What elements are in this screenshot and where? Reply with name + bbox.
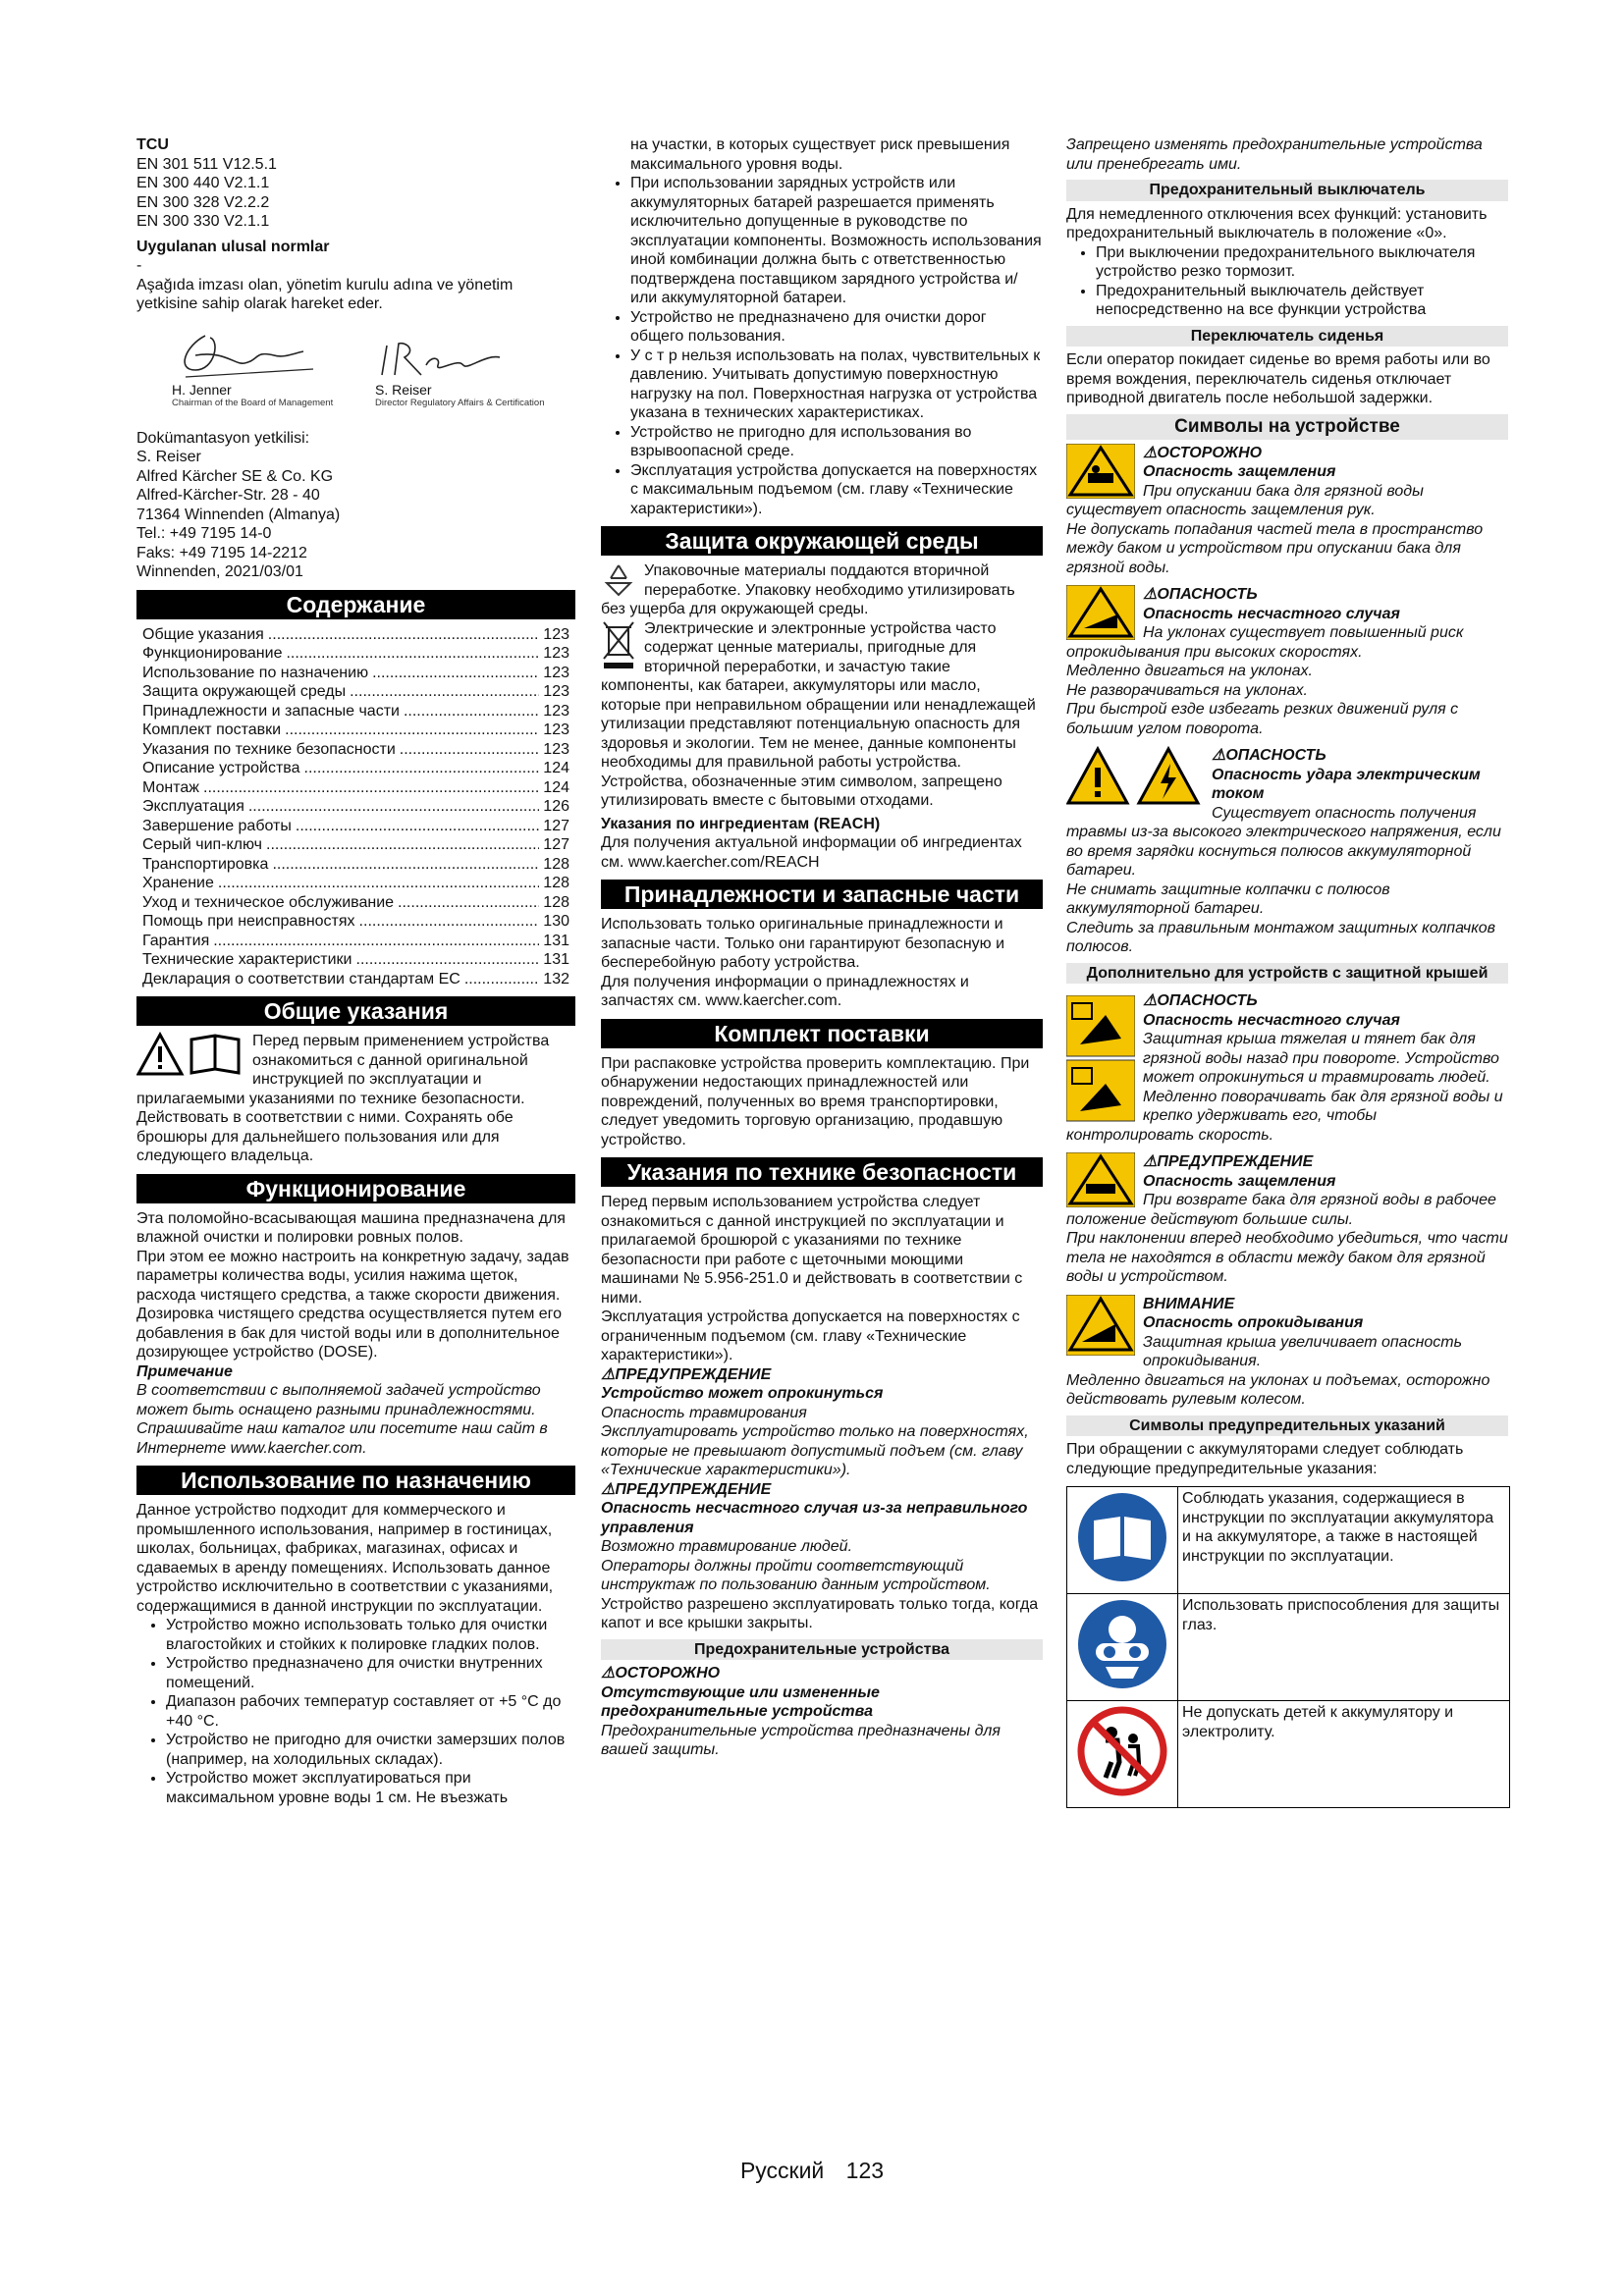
warning-symbols-text: При обращении с аккумуляторами следует соблюдать следующие предупредительные указания: <box>1066 1441 1464 1477</box>
symbol-6-more: Медленно двигаться на уклонах и подъемах, осторожно действовать рулевым колесом. <box>1066 1371 1490 1408</box>
national-norms-title: Uygulanan ulusal normlar <box>136 238 330 255</box>
list-item: • У с т р нельзя использовать на полах, чувствительных к давлению. Учитывать допустимую поверхностную нагрузку на пол. Поверхностная нагрузка от устройства указана в технических характеристиках. <box>630 347 1043 423</box>
toc-entry-title: Эксплуатация <box>142 798 244 815</box>
env-p2: Электрические и электронные устройства часто содержат ценные материалы, пригодные для вторичной переработки, и зачастую такие компоненты, как батареи, аккумуляторы или масло, которые при неправильном обращении или ненадлежащей утилизации представляют потенциальную опасность для здоровья и экологии. Тем не менее, данные компоненты необходимы для правильной работы устройства. Устройства, обозначенные этим символом, запрещено утилизировать вместе с бытовыми отходами. <box>601 619 1036 809</box>
toc-entry[interactable] <box>136 835 575 855</box>
symbol-5-text: При возврате бака для грязной воды в рабочее положение действуют большие силы. <box>1066 1192 1496 1228</box>
warning-1-text: Опасность травмирования Эксплуатировать устройство только на поверхностях, которые не превышают допустимый подъем (см. главу «Технические характеристики»). <box>601 1404 1029 1478</box>
toc-entry-page: 123 <box>543 664 569 681</box>
manual-icon <box>1076 1491 1168 1583</box>
reach-text: Для получения актуальной информации об ингредиентах см. www.kaercher.com/REACH <box>601 834 1022 871</box>
safety-p2: Эксплуатация устройства допускается на поверхностях с ограниченным подъемом (см. главу «Технические характеристики»). <box>601 1308 1020 1363</box>
symbol-2-text: На уклонах существует повышенный риск опрокидывания при высоких скоростях. <box>1066 624 1464 661</box>
toc-entry-title: Общие указания <box>142 625 264 643</box>
toc-entry-title: Описание устройства <box>142 760 300 776</box>
symbol-5-title: Опасность защемления <box>1143 1172 1336 1190</box>
section-title-general: Общие указания <box>136 996 575 1026</box>
toc-dot-leader <box>296 817 539 836</box>
column-3 <box>1066 135 1508 1808</box>
section-title-intended-use: Использование по назначению <box>136 1466 575 1495</box>
caution-1-text: Предохранительные устройства предназначены для вашей защиты. <box>601 1722 1001 1758</box>
caution-1-head: ⚠ОСТОРОЖНО <box>601 1665 721 1682</box>
list-item: • При использовании зарядных устройств или аккумуляторных батарей разрешается применять исключительно допущенные в руководстве по эксплуатации компоненты. Возможность использования иной комбинации должна быть с ответственностью подтверждена поставщиком зарядного устройства и/или аккумуляторной батареи. <box>630 174 1043 308</box>
toc-entry-page: 123 <box>543 683 569 700</box>
symbol-4-title: Опасность несчастного случая <box>1143 1011 1400 1029</box>
crossed-bin-icon <box>601 619 636 670</box>
signer-1-caption: Chairman of the Board of Management <box>172 397 334 408</box>
toc-entry-title: Завершение работы <box>142 817 292 834</box>
toc-entry-page: 123 <box>543 740 569 758</box>
warning-2-title: Опасность несчастного случая из-за неправильного управления <box>601 1500 1028 1536</box>
toc-entry-title: Технические характеристики <box>142 951 352 968</box>
list-item: • Устройство можно использовать только для очистки влагостойких и стойких к полировке гладких полов. <box>166 1616 575 1654</box>
symbol-3-title: Опасность удара электрическим током <box>1212 766 1481 802</box>
toc-entry-page: 123 <box>543 625 569 643</box>
toc-entry[interactable] <box>136 682 575 702</box>
section-title-safety: Указания по технике безопасности <box>601 1157 1043 1187</box>
function-p2: При этом ее можно настроить на конкретную задачу, задав параметры количества воды, усилия нажима щеток, расхода чистящего средства, а также скорости движения. Дозировка чистящего средства осуществляется путем его добавления в бак для чистой воды или в дополнительное дозирующее устройство (DOSE). <box>136 1248 569 1361</box>
signer-1-name: H. Jenner <box>172 381 232 398</box>
toc-entry-page: 131 <box>543 951 569 968</box>
subsection-title-warning-symbols: Символы предупредительных указаний <box>1066 1415 1508 1437</box>
toc-entry-title: Помощь при неисправностях <box>142 913 355 930</box>
toc-entry-page: 123 <box>543 645 569 662</box>
toc-entry[interactable] <box>136 970 575 989</box>
toc-entry-title: Монтаж <box>142 778 199 796</box>
tcu-line: EN 300 328 V2.2.2 <box>136 193 270 211</box>
section-title-toc: Содержание <box>136 590 575 619</box>
symbol-3-head: ⚠ОПАСНОСТЬ <box>1212 747 1326 764</box>
section-title-accessories: Принадлежности и запасные части <box>601 880 1043 909</box>
toc-entry[interactable] <box>136 759 575 778</box>
warning-1-head: ⚠ПРЕДУПРЕЖДЕНИЕ <box>601 1365 772 1383</box>
goggles-icon <box>1076 1598 1168 1690</box>
toc-dot-leader <box>203 778 539 798</box>
toc-entry[interactable] <box>136 625 575 645</box>
toc-entry[interactable] <box>136 893 575 913</box>
toc-entry[interactable] <box>136 778 575 798</box>
general-text: Перед первым применением устройства ознакомиться с данной оригинальной инструкцией по эксплуатации и прилагаемыми указаниями по технике безопасности. Действовать в соответствии с ними. Сохранять обе брошюры для дальнейшего пользования или для следующего владельца. <box>136 1033 550 1164</box>
use-bullets <box>601 174 1043 518</box>
toc-entry-title: Принадлежности и запасные части <box>142 702 400 720</box>
toc-dot-leader <box>213 932 539 951</box>
table-cell <box>1067 1594 1178 1701</box>
subsection-title-safety-switch: Предохранительный выключатель <box>1066 180 1508 201</box>
toc-entry-title: Серый чип-ключ <box>142 836 262 853</box>
symbol-1-title: Опасность защемления <box>1143 463 1336 480</box>
tcu-line: EN 300 330 V2.1.1 <box>136 213 270 230</box>
toc-entry-page: 123 <box>543 721 569 738</box>
symbol-3-more: Не снимать защитные колпачки с полюсов аккумуляторной батареи. <box>1066 881 1390 917</box>
table-row <box>1067 1487 1510 1594</box>
list-item: • При выключении предохранительного выключателя устройство резко тормозит. <box>1096 243 1508 282</box>
toc-entry-page: 128 <box>543 875 569 891</box>
tcu-line: EN 300 440 V2.1.1 <box>136 175 270 191</box>
toc-entry[interactable] <box>136 912 575 932</box>
warning-2-after: Устройство разрешено эксплуатировать только тогда, когда капот и все крышки закрыты. <box>601 1595 1039 1631</box>
column-2 <box>601 135 1043 1760</box>
switch-text: Для немедленного отключения всех функций: установить предохранительный выключатель в положение «0». <box>1066 205 1488 241</box>
seat-text: Если оператор покидает сиденье во время работы или во время вождения, переключатель сиденья отключает приводной двигатель после небольшой задержки. <box>1066 351 1490 406</box>
symbol-5-head: ⚠ПРЕДУПРЕЖДЕНИЕ <box>1143 1153 1314 1170</box>
symbol-2-more: Не разворачиваться на уклонах. <box>1066 681 1308 699</box>
safety-p1: Перед первым использованием устройства следует ознакомиться с данной инструкцией по эксплуатации и прилагаемой брошюрой с указаниями по технике безопасности при работе с щеточными моющими машинами № 5.956-251.0 и действовать в соответствии с ними. <box>601 1194 1023 1307</box>
list-item: • Устройство не пригодно для использования во взрывоопасной среде. <box>630 423 1043 461</box>
page-footer <box>0 2158 1624 2183</box>
continued-text: на участки, в которых существует риск превышения максимального уровня воды. <box>630 136 1010 173</box>
toc-entry-page: 123 <box>543 702 569 720</box>
caution-1-continued: Запрещено изменять предохранительные устройства или пренебрегать ими. <box>1066 136 1483 173</box>
toc-entry-page: 130 <box>543 913 569 930</box>
symbol-2-more: При быстрой езде избегать резких движений руля с большим углом поворота. <box>1066 701 1459 737</box>
table-cell: Соблюдать указания, содержащиеся в инструкции по эксплуатации аккумулятора и на аккумуляторе, а также в настоящей инструкции по эксплуатации. <box>1178 1487 1510 1594</box>
warning-symbols-table <box>1066 1486 1510 1808</box>
section-title-environment: Защита окружающей среды <box>601 526 1043 556</box>
section-title-function: Функционирование <box>136 1174 575 1203</box>
roof-tipover-icon <box>1066 1295 1135 1356</box>
list-item: • Устройство не предназначено для очистки дорог общего пользования. <box>630 308 1043 347</box>
table-cell <box>1067 1701 1178 1808</box>
toc-entry-title: Транспортировка <box>142 855 269 873</box>
signer-2-name: S. Reiser <box>375 381 432 398</box>
toc-entry[interactable] <box>136 797 575 817</box>
table-row <box>1067 1701 1510 1808</box>
switch-bullets <box>1066 243 1508 320</box>
toc-entry-page: 128 <box>543 893 569 911</box>
toc-dot-leader <box>266 835 539 855</box>
symbol-6-text: Защитная крыша увеличивает опасность опрокидывания. <box>1143 1333 1463 1369</box>
toc-entry[interactable] <box>136 950 575 970</box>
intended-bullets <box>136 1616 575 1807</box>
toc-dot-leader <box>356 950 540 970</box>
warning-1-title: Устройство может опрокинуться <box>601 1385 884 1402</box>
doc-line: Faks: +49 7195 14-2212 <box>136 544 307 561</box>
toc-dot-leader <box>464 970 539 989</box>
doc-line: Dokümantasyon yetkilisi: <box>136 429 310 447</box>
tipping-hazard-icon <box>1066 585 1135 640</box>
list-item: • Устройство не пригодно для очистки замерзших полов (например, на холодильных складах). <box>166 1731 575 1769</box>
roof-pinch-icon <box>1066 1152 1135 1207</box>
toc-entry-page: 131 <box>543 932 569 949</box>
symbol-6-title: Опасность опрокидывания <box>1143 1314 1364 1331</box>
symbol-4-text: Защитная крыша тяжелая и тянет бак для грязной воды назад при повороте. Устройство может опрокинуться и травмировать людей. <box>1143 1031 1499 1086</box>
signer-2-caption: Director Regulatory Affairs & Certification <box>375 397 545 408</box>
symbol-4-more: Медленно поворачивать бак для грязной воды и крепко удерживать его, чтобы контролировать скорость. <box>1066 1088 1503 1144</box>
toc-entry-title: Защита окружающей среды <box>142 683 347 700</box>
toc-entry[interactable] <box>136 664 575 683</box>
toc-dot-leader <box>248 797 539 817</box>
list-item: • Предохранительный выключатель действует непосредственно на все функции устройства <box>1096 282 1508 320</box>
national-norms-dash: - <box>136 257 142 274</box>
symbol-1-text: При опускании бака для грязной воды существует опасность защемления рук. <box>1066 482 1424 518</box>
list-item: • Устройство может эксплуатироваться при максимальном уровне воды 1 см. Не въезжать <box>166 1769 575 1807</box>
signature-reiser <box>377 336 524 380</box>
pinch-hazard-icon <box>1066 444 1135 499</box>
symbol-4-head: ⚠ОПАСНОСТЬ <box>1143 992 1258 1009</box>
toc-dot-leader <box>304 759 540 778</box>
toc-dot-leader <box>286 644 539 664</box>
note-title: Примечание <box>136 1362 233 1380</box>
symbol-6-head: ВНИМАНИЕ <box>1143 1295 1235 1312</box>
toc-dot-leader <box>398 893 539 913</box>
symbol-1-head: ⚠ОСТОРОЖНО <box>1143 444 1263 461</box>
toc-entry-page: 127 <box>543 836 569 853</box>
footer-language: Русский <box>739 2158 825 2183</box>
signatures <box>136 326 575 419</box>
doc-line: 71364 Winnenden (Almanya) <box>136 506 341 523</box>
toc-entry[interactable] <box>136 740 575 760</box>
signer-1 <box>172 382 333 408</box>
doc-line: Alfred-Kärcher-Str. 28 - 40 <box>136 487 320 504</box>
doc-line: Tel.: +49 7195 14-0 <box>136 525 272 542</box>
list-item: • Эксплуатация устройства допускается на поверхностях с максимальным подъемом (см. главу «Технические характеристики»). <box>630 461 1043 519</box>
note-text: В соответствии с выполняемой задачей устройство может быть оснащено разными принадлежностями. Спрашивайте наш каталог или посетите наш сайт в Интернете www.kaercher.com. <box>136 1382 548 1457</box>
signer-2 <box>375 382 544 408</box>
toc-entry-page: 124 <box>543 778 569 796</box>
column-1 <box>136 135 575 1807</box>
table-of-contents <box>136 625 575 989</box>
caution-1-title: Отсутствующие или измененные предохранительные устройства <box>601 1683 880 1720</box>
toc-entry-title: Функционирование <box>142 645 283 662</box>
roof-tipping-icon <box>1066 995 1135 1123</box>
toc-entry-page: 127 <box>543 817 569 834</box>
doc-line: Alfred Kärcher SE & Co. KG <box>136 467 334 485</box>
doc-line: S. Reiser <box>136 449 201 465</box>
toc-entry[interactable] <box>136 644 575 664</box>
list-item: • Диапазон рабочих температур составляет от +5 °C до +40 °C. <box>166 1692 575 1731</box>
section-title-scope: Комплект поставки <box>601 1019 1043 1048</box>
doc-line: Winnenden, 2021/03/01 <box>136 563 303 580</box>
toc-entry-page: 124 <box>543 760 569 776</box>
toc-entry-title: Гарантия <box>142 932 210 949</box>
toc-dot-leader <box>359 912 540 932</box>
scope-text: При распаковке устройства проверить комплектацию. При обнаружении недостающих принадлежностей или повреждений, полученных во время транспортировки, следует уведомить торговую организацию, продавшую устройство. <box>601 1054 1030 1148</box>
electric-shock-icon <box>1066 746 1204 807</box>
signature-intro: Aşağıda imzası olan, yönetim kurulu adına ve yönetim yetkisine sahip olarak hareket eder. <box>136 276 514 312</box>
toc-dot-leader <box>268 625 540 645</box>
list-item: • Устройство предназначено для очистки внутренних помещений. <box>166 1654 575 1692</box>
toc-entry-page: 128 <box>543 855 569 873</box>
symbol-2-head: ⚠ОПАСНОСТЬ <box>1143 586 1258 603</box>
toc-dot-leader <box>350 682 539 702</box>
subsection-title-roof: Дополнительно для устройств с защитной крышей <box>1066 963 1508 985</box>
tcu-title: TCU <box>136 136 169 153</box>
acc-p1: Использовать только оригинальные принадлежности и запасные части. Только они гарантируют безопасную и бесперебойную работу устройства. <box>601 916 1005 971</box>
toc-entry-title: Хранение <box>142 875 214 891</box>
toc-entry-page: 126 <box>543 798 569 815</box>
toc-entry-title: Уход и техническое обслуживание <box>142 893 395 911</box>
toc-entry-title: Комплект поставки <box>142 721 282 738</box>
toc-dot-leader <box>272 855 539 875</box>
toc-entry-title: Декларация о соответствии стандартам ЕС <box>142 970 460 988</box>
page-number: 123 <box>845 2158 885 2183</box>
reach-title: Указания по ингредиентам (REACH) <box>601 815 881 832</box>
subsection-title-protective: Предохранительные устройства <box>601 1639 1043 1661</box>
symbol-2-title: Опасность несчастного случая <box>1143 605 1400 622</box>
env-p1: Упаковочные материалы поддаются вторичной переработке. Упаковку необходимо утилизировать без ущерба для окружающей среды. <box>601 562 1015 617</box>
toc-dot-leader <box>218 874 539 893</box>
toc-entry[interactable] <box>136 721 575 740</box>
toc-dot-leader <box>404 702 539 721</box>
acc-p2: Для получения информации о принадлежностях и запчастях см. www.kaercher.com. <box>601 973 969 1009</box>
no-children-icon <box>1076 1705 1168 1797</box>
toc-entry-title: Использование по назначению <box>142 664 369 681</box>
intended-text: Данное устройство подходит для коммерческого и промышленного использования, например в гостиницах, школах, больницах, фабриках, магазинах, офисах и сдаваемых в аренду помещениях. Использовать данное устройство исключительно в соответствии с указаниями, содержащимися в данной инструкции по эксплуатации. <box>136 1502 554 1615</box>
symbol-3-more: Следить за правильным монтажом защитных колпачков полюсов. <box>1066 919 1496 955</box>
subsection-title-symbols: Символы на устройстве <box>1066 414 1508 440</box>
toc-entry[interactable] <box>136 855 575 875</box>
toc-entry[interactable] <box>136 817 575 836</box>
toc-dot-leader <box>285 721 539 740</box>
warning-2-head: ⚠ПРЕДУПРЕЖДЕНИЕ <box>601 1480 772 1498</box>
table-cell <box>1067 1487 1178 1594</box>
symbol-3-text: Существует опасность получения травмы из-за высокого электрического напряжения, если во время зарядки коснуться полюсов аккумуляторной батареи. <box>1066 804 1501 879</box>
tcu-line: EN 301 511 V12.5.1 <box>136 155 277 173</box>
toc-entry[interactable] <box>136 874 575 893</box>
warning-2-text: Возможно травмирование людей. Операторы должны пройти соответствующий инструктаж по пользованию данным устройством. <box>601 1538 991 1593</box>
symbol-5-more: При наклонении вперед необходимо убедиться, что части тела не находятся в области между баком для грязной воды и устройством. <box>1066 1230 1508 1285</box>
symbol-1-more: Не допускать попадания частей тела в пространство между баком и устройством при опускании бака для грязной воды. <box>1066 520 1484 576</box>
toc-entry-page: 132 <box>543 970 569 988</box>
recycling-icon <box>601 561 636 597</box>
toc-entry[interactable] <box>136 702 575 721</box>
function-p1: Эта поломойно-всасывающая машина предназначена для влажной очистки и полировки ровных полов. <box>136 1209 566 1246</box>
toc-entry-title: Указания по технике безопасности <box>142 740 396 758</box>
read-manual-icon <box>136 1032 244 1077</box>
toc-entry[interactable] <box>136 932 575 951</box>
signature-jenner <box>166 326 333 380</box>
table-cell: Использовать приспособления для защиты глаз. <box>1178 1594 1510 1701</box>
subsection-title-seat-switch: Переключатель сиденья <box>1066 326 1508 347</box>
table-cell: Не допускать детей к аккумулятору и электролиту. <box>1178 1701 1510 1808</box>
table-row <box>1067 1594 1510 1701</box>
toc-dot-leader <box>400 740 540 760</box>
toc-dot-leader <box>372 664 539 683</box>
symbol-2-more: Медленно двигаться на уклонах. <box>1066 663 1313 679</box>
